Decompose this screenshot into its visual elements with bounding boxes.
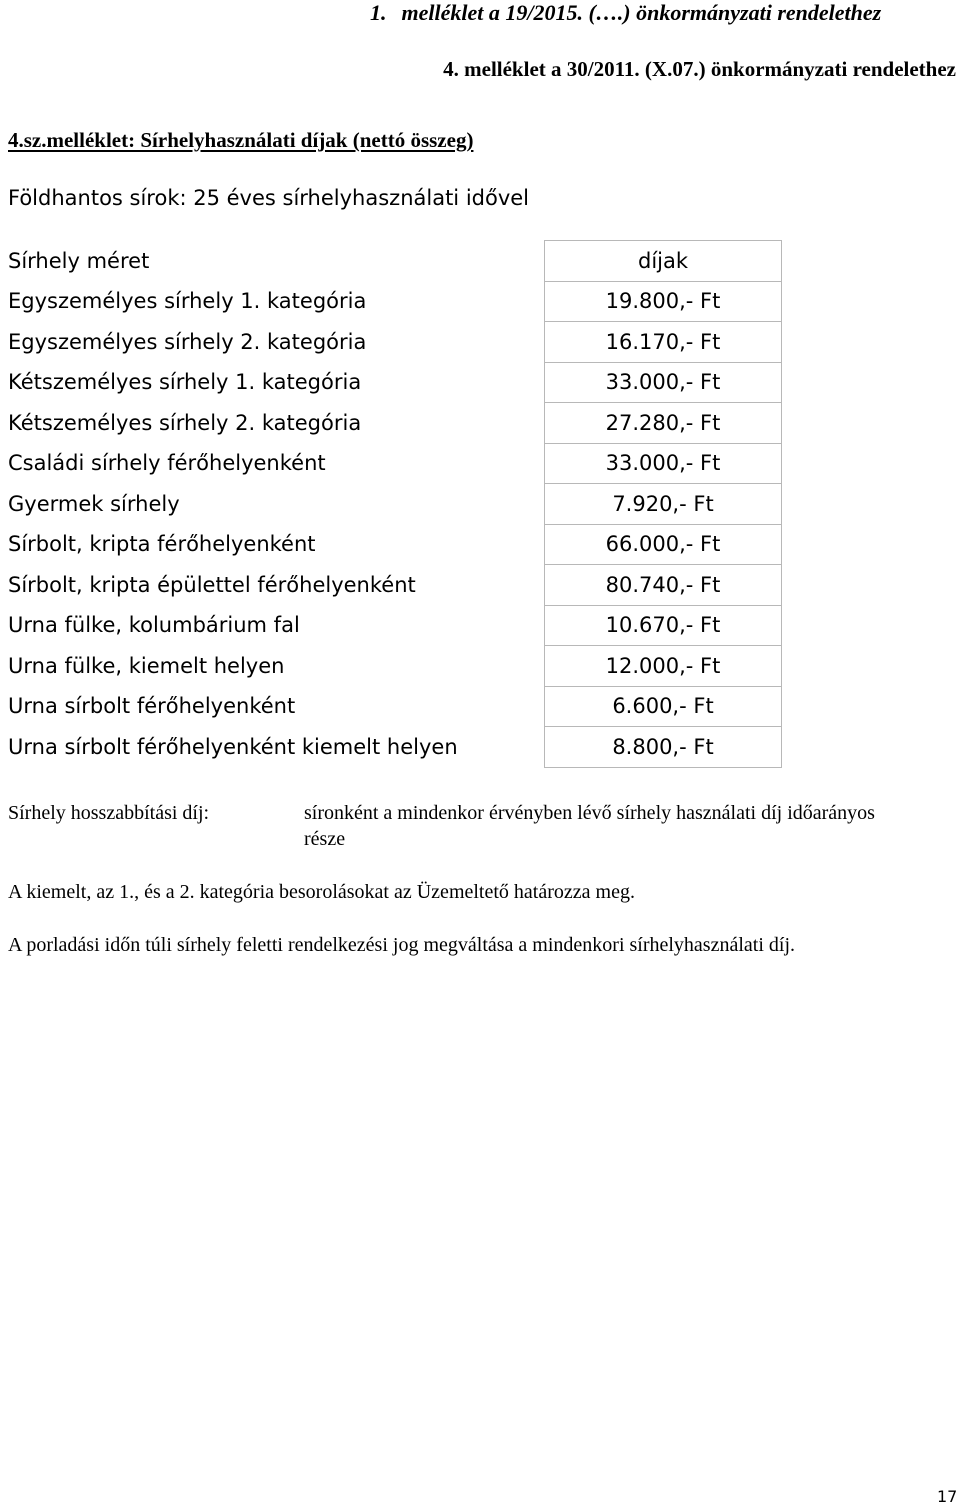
row-price: 19.800,- Ft — [545, 281, 782, 322]
page-number: 17 — [937, 1487, 958, 1506]
row-price: 16.170,- Ft — [545, 322, 782, 363]
table-row — [0, 605, 782, 646]
table-row — [0, 524, 782, 565]
row-label: Egyszemélyes sírhely 2. kategória — [8, 329, 367, 354]
table-row — [0, 686, 782, 727]
row-label: Egyszemélyes sírhely 1. kategória — [8, 289, 367, 314]
table-header-price: díjak — [545, 241, 782, 282]
row-price: 66.000,- Ft — [545, 524, 782, 565]
table-row — [0, 322, 782, 363]
row-price: 80.740,- Ft — [545, 565, 782, 606]
row-label: Családi sírhely férőhelyenként — [8, 451, 326, 476]
section-subtitle: Földhantos sírok: 25 éves sírhelyhasználati idővel — [8, 186, 530, 210]
row-label: Urna fülke, kolumbárium fal — [8, 613, 300, 638]
row-price: 33.000,- Ft — [545, 443, 782, 484]
classification-note: A kiemelt, az 1., és a 2. kategória besorolásokat az Üzemeltető határozza meg. — [8, 881, 635, 903]
row-label: Kétszemélyes sírhely 2. kategória — [8, 410, 362, 435]
table-row — [0, 727, 782, 768]
annex-reference-line-2: 4. melléklet a 30/2011. (X.07.) önkormányzati rendelethez — [443, 57, 956, 81]
row-label: Sírbolt, kripta férőhelyenként — [8, 532, 316, 557]
section-title — [8, 126, 473, 154]
row-price: 10.670,- Ft — [545, 605, 782, 646]
row-price: 27.280,- Ft — [545, 403, 782, 444]
table-row — [0, 484, 782, 525]
redemption-note: A porladási időn túli sírhely feletti rendelkezési jog megváltása a mindenkori sírhelyhasználati díj. — [8, 934, 796, 956]
annex-number: 1. — [370, 0, 387, 25]
table-row — [0, 646, 782, 687]
row-label: Sírbolt, kripta épülettel férőhelyenként — [8, 572, 416, 597]
row-price: 7.920,- Ft — [545, 484, 782, 525]
table-header-row — [0, 241, 782, 282]
table-row — [0, 565, 782, 606]
table-row — [0, 362, 782, 403]
table-row — [0, 403, 782, 444]
row-label: Gyermek sírhely — [8, 491, 180, 516]
extension-fee-value: síronként a mindenkor érvényben lévő sírhely használati díj időarányos része — [304, 802, 875, 850]
annex-reference-line-1 — [370, 0, 881, 26]
row-label: Kétszemélyes sírhely 1. kategória — [8, 370, 362, 395]
table-row — [0, 443, 782, 484]
extension-fee-label: Sírhely hosszabbítási díj: — [8, 802, 210, 824]
row-label: Urna fülke, kiemelt helyen — [8, 653, 285, 678]
row-price: 8.800,- Ft — [545, 727, 782, 768]
fee-table — [0, 240, 782, 768]
section-title-text: 4.sz.melléklet: Sírhelyhasználati díjak (nettó összeg) — [8, 128, 474, 152]
annex-reference-text-1: melléklet a 19/2015. (….) önkormányzati rendelethez — [401, 0, 882, 25]
table-header-label: Sírhely méret — [8, 248, 150, 273]
row-label: Urna sírbolt férőhelyenként kiemelt helyen — [8, 734, 458, 759]
row-price: 6.600,- Ft — [545, 686, 782, 727]
row-label: Urna sírbolt férőhelyenként — [8, 694, 296, 719]
row-price: 12.000,- Ft — [545, 646, 782, 687]
table-row — [0, 281, 782, 322]
row-price: 33.000,- Ft — [545, 362, 782, 403]
